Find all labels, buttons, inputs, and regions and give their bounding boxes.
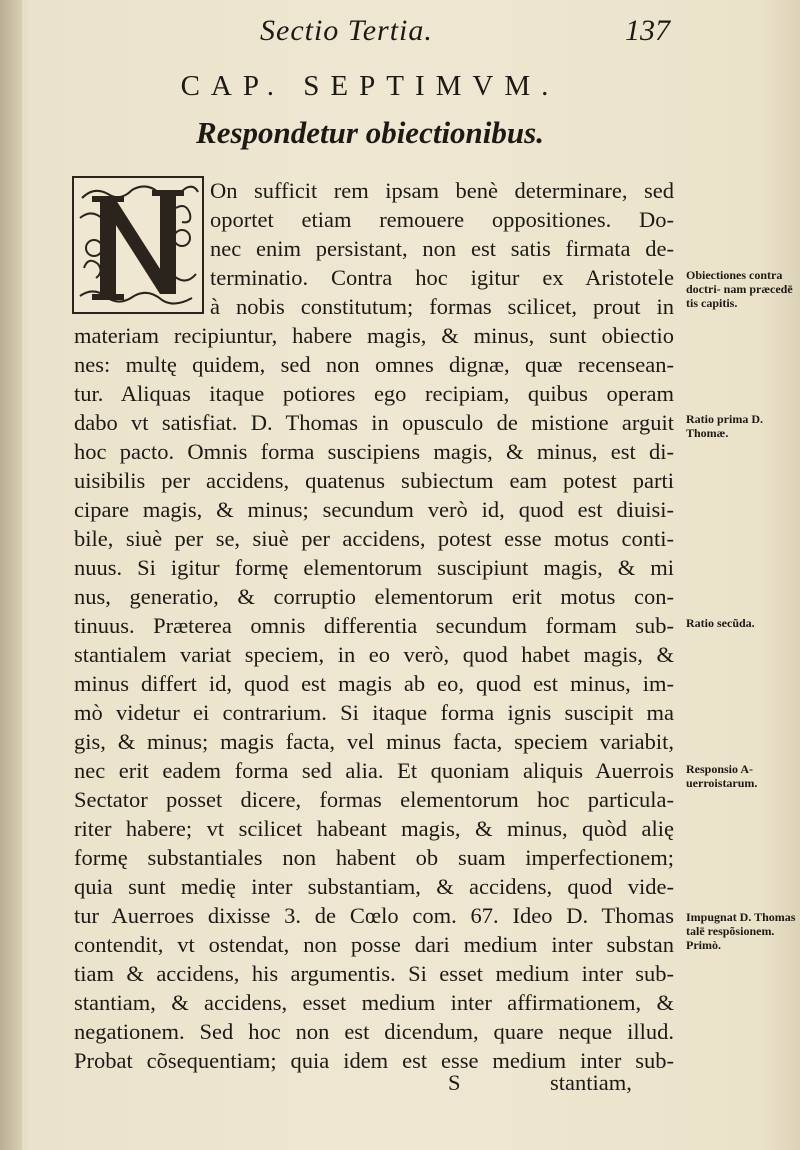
text-line: tur. Aliquas itaque potiores ego recipiam, quibus operam — [74, 381, 674, 406]
marginal-note: Obiectiones contra doctri- nam præcedē tis capitis. — [686, 268, 793, 310]
text-line: terminatio. Contra hoc igitur ex Aristotele — [210, 265, 674, 290]
text-line: Probat cõsequentiam; quia idem est esse medium inter sub- — [74, 1048, 674, 1073]
text-line: nec enim persistant, non est satis firmata de- — [210, 236, 674, 261]
text-line: cipare magis, & minus; secundum verò id, quod est diuisi- — [74, 497, 674, 522]
text-line: bile, siuè per se, siuè per accidens, potest esse motus conti- — [74, 526, 674, 551]
chapter-heading: CAP. SEPTIMVM. — [180, 70, 560, 102]
text-line: riter habere; vt scilicet habeant magis, & minus, quòd alię — [74, 816, 674, 841]
ornamental-initial-icon — [72, 176, 204, 314]
text-line: stantiam, & accidens, esset medium inter affirmationem, & — [74, 990, 674, 1015]
text-line: On sufficit rem ipsam benè determinare, sed — [210, 178, 674, 203]
text-line: minus differt id, quod est magis ab eo, quod est minus, im- — [74, 671, 674, 696]
catchword: stantiam, — [550, 1070, 632, 1095]
text-line: negationem. Sed hoc non est dicendum, quare neque illud. — [74, 1019, 674, 1044]
page-number: 137 — [625, 14, 670, 47]
text-line: formę substantiales non habent ob suam imperfectionem; — [74, 845, 674, 870]
text-line: nus, generatio, & corruptio elementorum erit motus con- — [74, 584, 674, 609]
text-line: oportet etiam remouere oppositiones. Do- — [210, 207, 674, 232]
text-line: tinuus. Præterea omnis differentia secundum formam sub- — [74, 613, 674, 638]
text-line: nes: multę quidem, sed non omnes dignæ, quæ recensean- — [74, 352, 674, 377]
text-line: à nobis constitutum; formas scilicet, prout in — [210, 294, 674, 319]
marginal-note: Ratio secũda. — [686, 616, 755, 630]
text-line: gis, & minus; magis facta, vel minus facta, speciem variabit, — [74, 729, 674, 754]
marginal-note: Ratio prima D. Thomæ. — [686, 412, 763, 440]
running-head — [260, 14, 680, 54]
signature-mark: S — [448, 1070, 461, 1095]
text-line: stantialem variat speciem, in eo verò, quod habet magis, & — [74, 642, 674, 667]
text-line: quia sunt medię inter substantiam, & accidens, quod vide- — [74, 874, 674, 899]
text-line: nec erit eadem forma sed alia. Et quoniam aliquis Auerrois — [74, 758, 674, 783]
text-line: tur Auerroes dixisse 3. de Cœlo com. 67. Ideo D. Thomas — [74, 903, 674, 928]
text-line: dabo vt satisfiat. D. Thomas in opusculo de mistione arguit — [74, 410, 674, 435]
marginal-note: Impugnat D. Thomas talē respõsionem. Primò. — [686, 910, 796, 952]
text-line: contendit, vt ostendat, non posse dari medium inter substan — [74, 932, 674, 957]
text-line: nuus. Si igitur formę elementorum suscipiunt magis, & mi — [74, 555, 674, 580]
marginal-note: Responsio A- uerroistarum. — [686, 762, 758, 790]
text-line: uisibilis per accidens, quatenus subiectum eam potest parti — [74, 468, 674, 493]
text-line: materiam recipiuntur, habere magis, & minus, sunt obiectio — [74, 323, 674, 348]
page-gutter — [0, 0, 22, 1150]
chapter-subtitle: Respondetur obiectionibus. — [196, 115, 544, 150]
text-line: Sectator posset dicere, formas elementorum hoc particula- — [74, 787, 674, 812]
page-footer — [0, 1070, 800, 1100]
text-line: tiam & accidens, his argumentis. Si esset medium inter sub- — [74, 961, 674, 986]
text-line: hoc pacto. Omnis forma suscipiens magis, & minus, est di- — [74, 439, 674, 464]
running-head-title: Sectio Tertia. — [260, 14, 433, 47]
text-line: mò videtur ei contrarium. Si itaque forma ignis suscipit ma — [74, 700, 674, 725]
